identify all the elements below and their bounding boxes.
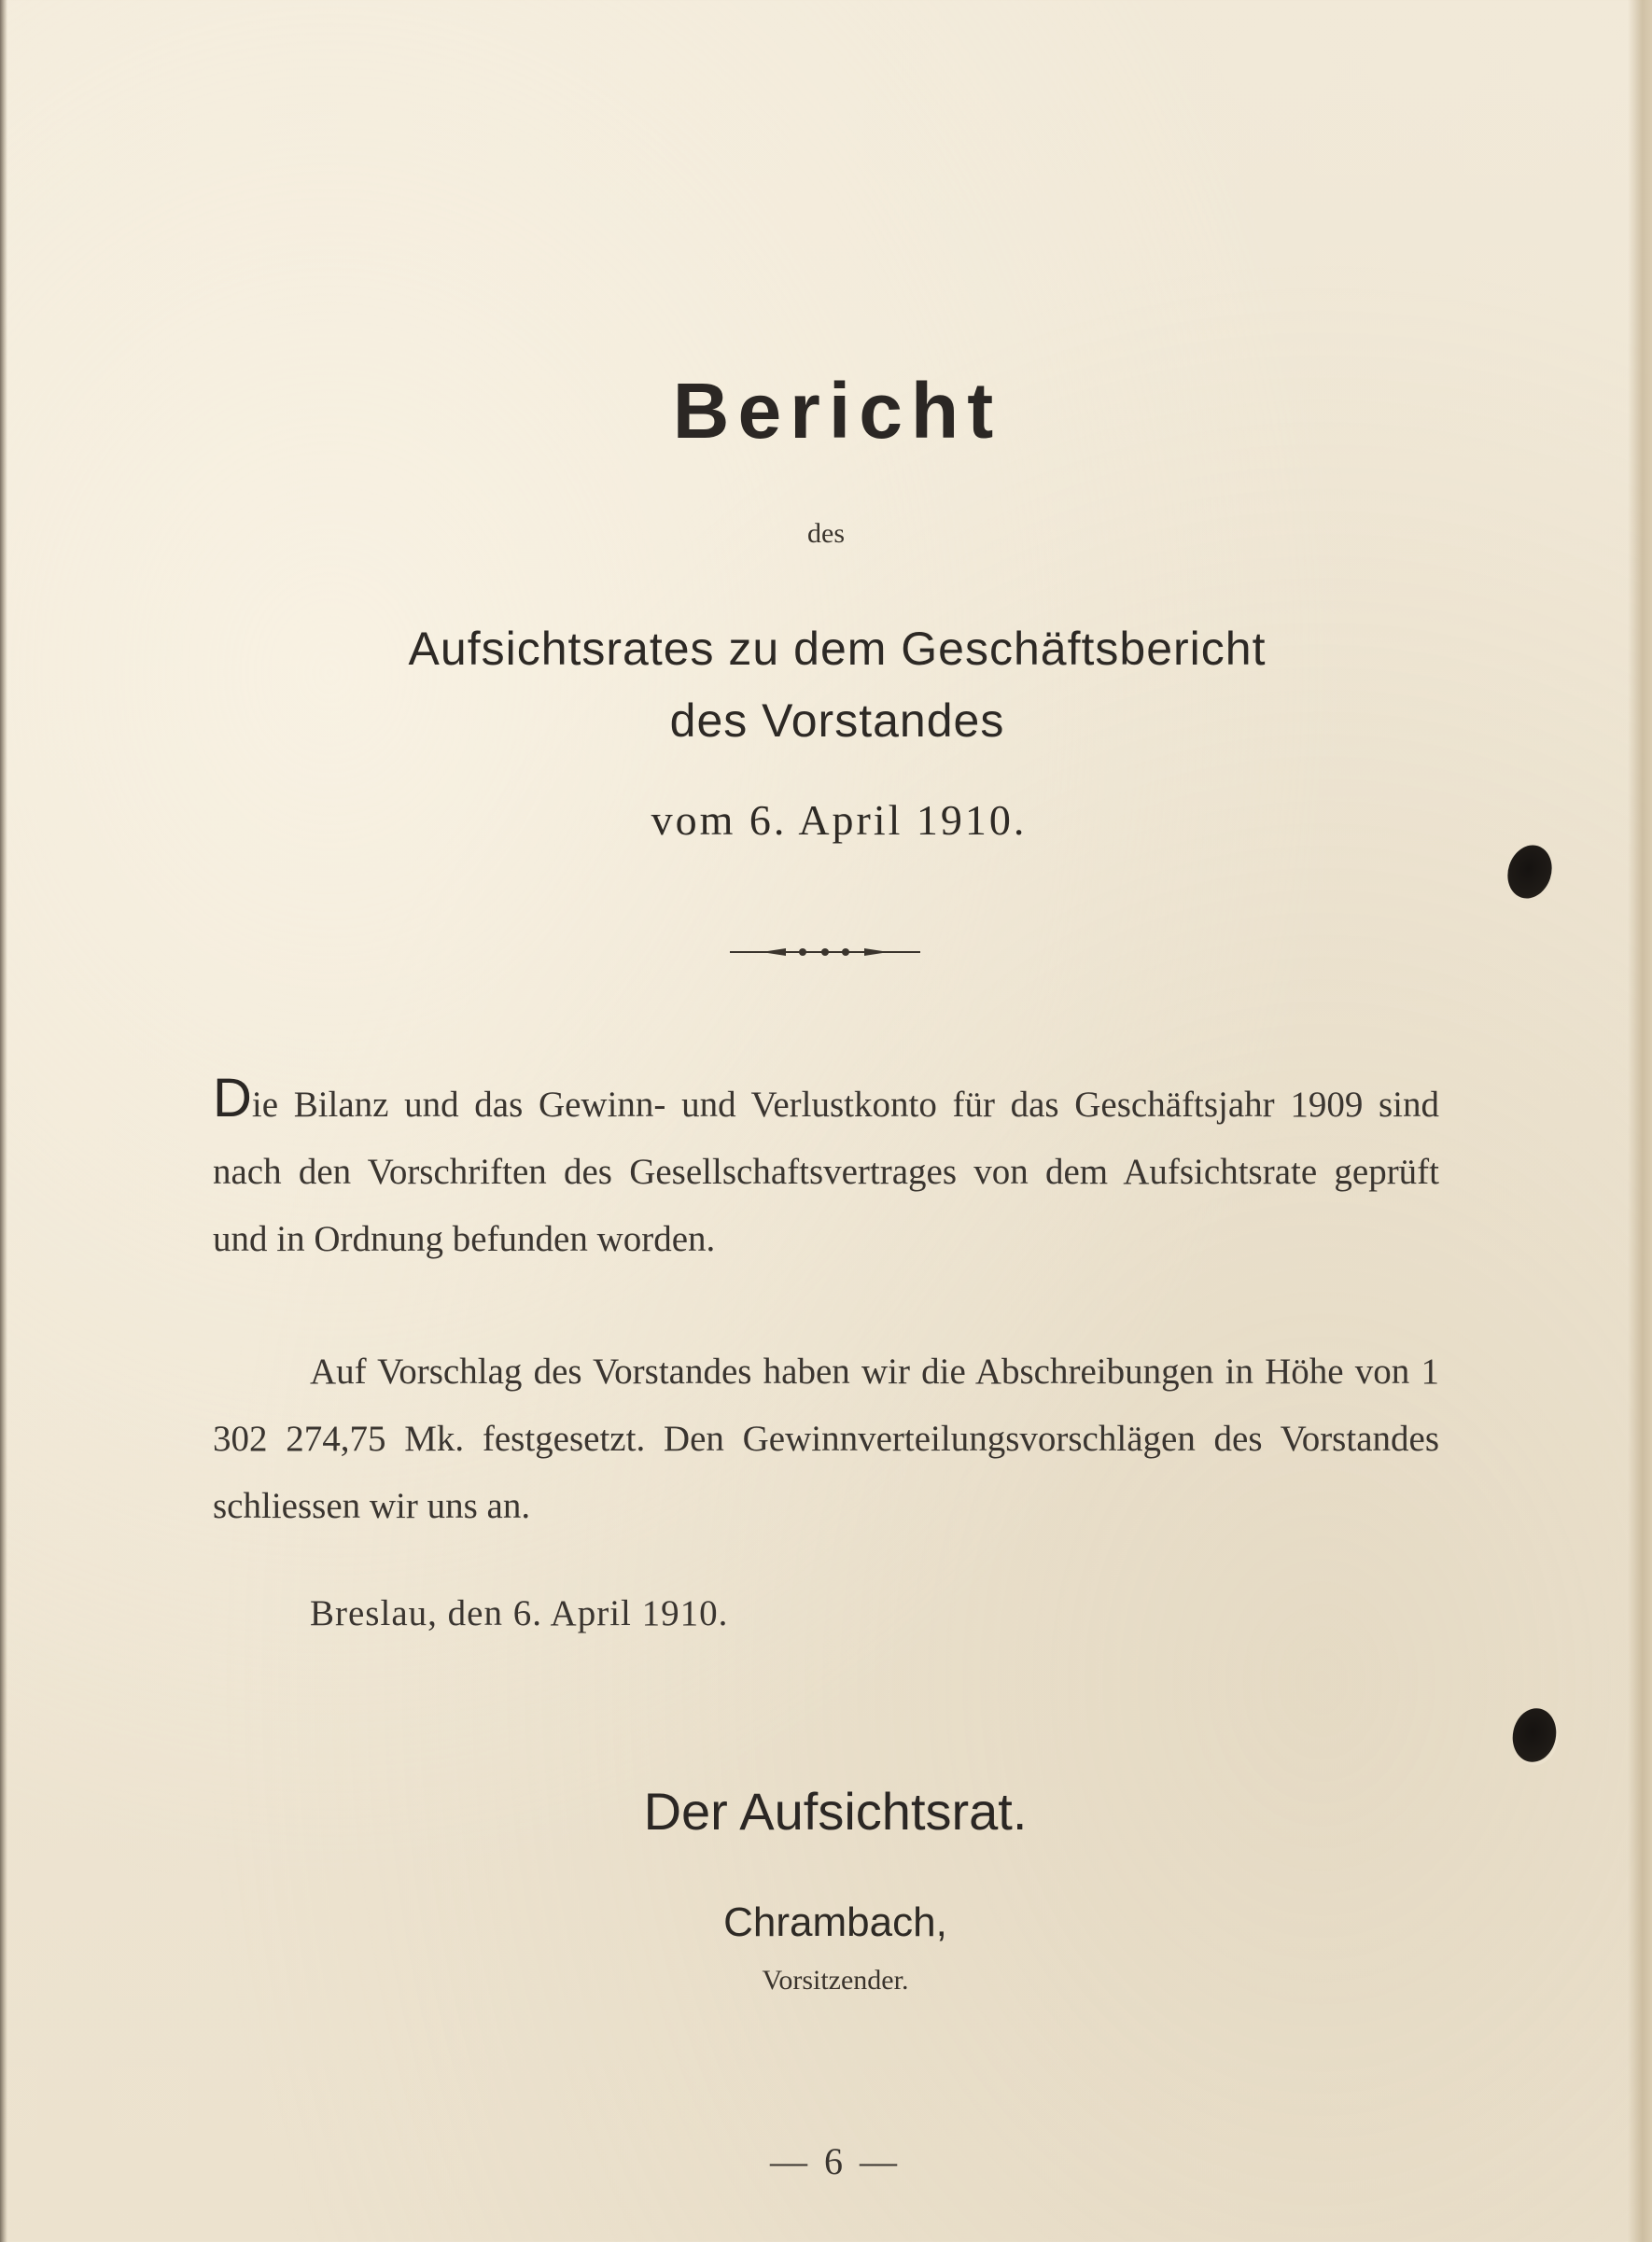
subtitle-line-1: Aufsichtsrates zu dem Geschäftsbericht [408, 623, 1267, 675]
document-title: Bericht [672, 367, 1002, 455]
punch-hole-bottom [1507, 1704, 1561, 1766]
paragraph-depreciation: Auf Vorschlag des Vorstandes haben wir die Abschreibungen in Höhe von 1 302 274,75 Mk. festgesetzt. Den Gewinnverteilungsvorschlägen des Vorstandes schliessen wir uns an. [213, 1352, 1439, 1526]
ornament-divider [728, 941, 922, 963]
punch-hole-top [1501, 839, 1559, 904]
signer-name: Chrambach, [723, 1899, 947, 1945]
report-date: vom 6. April 1910. [651, 796, 1028, 844]
signer-role: Vorsitzender. [762, 1965, 909, 1996]
subtitle-line-2: des Vorstandes [669, 694, 1005, 747]
paragraph-approval-text: ie Bilanz und das Gewinn- und Verlustkonto für das Geschäftsjahr 1909 sind nach den Vorschriften des Gesellschaftsvertrages von dem Aufsichtsrate geprüft und in Ordnung befunden worden. [213, 1085, 1439, 1259]
page-number: — 6 — [770, 2140, 901, 2182]
title-connector: des [807, 518, 845, 549]
drop-cap: D [213, 1068, 252, 1128]
paragraph-approval [213, 1068, 1439, 1273]
place-and-date: Breslau, den 6. April 1910. [310, 1593, 729, 1633]
page-binding-edge [0, 0, 7, 2242]
board-signature: Der Aufsichtsrat. [643, 1782, 1028, 1841]
